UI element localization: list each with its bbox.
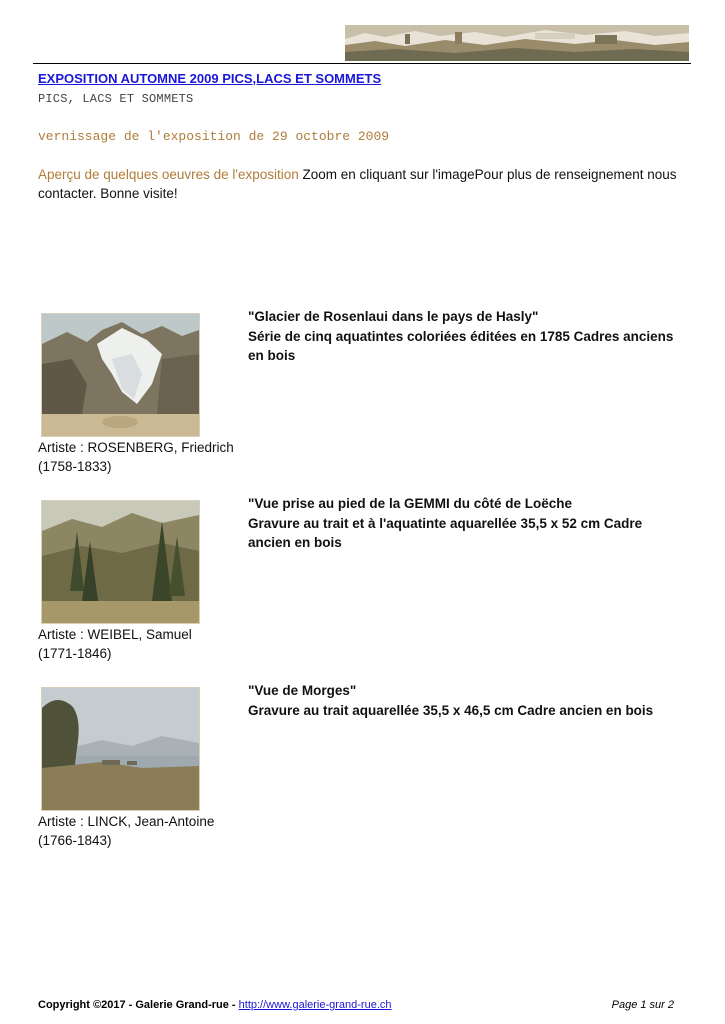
- footer-copyright: Copyright ©2017 - Galerie Grand-rue -: [38, 999, 239, 1011]
- artwork-details: Série de cinq aquatintes coloriées éditées en 1785 Cadres anciens en bois: [248, 328, 674, 363]
- artwork-description: [248, 307, 688, 366]
- page-footer: [38, 999, 674, 1011]
- artist-name: Artiste : ROSENBERG, Friedrich: [38, 440, 234, 455]
- mountain-panorama-banner-icon: [345, 25, 689, 61]
- exhibition-title-link[interactable]: EXPOSITION AUTOMNE 2009 PICS,LACS ET SOMMETS: [38, 71, 382, 86]
- intro-paragraph: [38, 165, 688, 203]
- artwork-title: "Glacier de Rosenlaui dans le pays de Hasly": [248, 309, 539, 324]
- artwork-artist: [38, 625, 248, 663]
- artwork-thumbnail[interactable]: [41, 687, 200, 811]
- artwork-thumbnail[interactable]: [41, 313, 200, 437]
- artist-name: Artiste : LINCK, Jean-Antoine: [38, 814, 215, 829]
- artwork-title: "Vue prise au pied de la GEMMI du côté de Loëche: [248, 496, 572, 511]
- artist-dates: (1771-1846): [38, 646, 112, 661]
- lake-view-engraving-image-icon: [42, 688, 199, 810]
- artwork-details: Gravure au trait et à l'aquatinte aquarellée 35,5 x 52 cm Cadre ancien en bois: [248, 515, 643, 550]
- artwork-artist: [38, 438, 248, 476]
- page-number: Page 1 sur 2: [611, 999, 674, 1011]
- artist-dates: (1758-1833): [38, 459, 112, 474]
- artwork-description: [248, 494, 688, 553]
- header-rule: [33, 63, 691, 64]
- glacier-engraving-image-icon: [42, 314, 199, 436]
- artwork-details: Gravure au trait aquarellée 35,5 x 46,5 cm Cadre ancien en bois: [248, 702, 654, 718]
- intro-text: Zoom en cliquant sur l'imagePour plus de renseignement nous contacter. Bonne visite!: [38, 167, 677, 201]
- artist-name: Artiste : WEIBEL, Samuel: [38, 627, 192, 642]
- artwork-title: "Vue de Morges": [248, 683, 357, 698]
- header-banner-image: [345, 25, 689, 61]
- exhibition-subtitle: PICS, LACS ET SOMMETS: [38, 92, 194, 106]
- artwork-description: [248, 681, 688, 720]
- forest-valley-engraving-image-icon: [42, 501, 199, 623]
- intro-accent-text: Aperçu de quelques oeuvres de l'exposition: [38, 167, 299, 182]
- artist-dates: (1766-1843): [38, 833, 112, 848]
- artwork-artist: [38, 812, 248, 850]
- artwork-thumbnail[interactable]: [41, 500, 200, 624]
- footer-website-link[interactable]: http://www.galerie-grand-rue.ch: [238, 999, 392, 1011]
- vernissage-date: vernissage de l'exposition de 29 octobre 2009: [38, 129, 390, 144]
